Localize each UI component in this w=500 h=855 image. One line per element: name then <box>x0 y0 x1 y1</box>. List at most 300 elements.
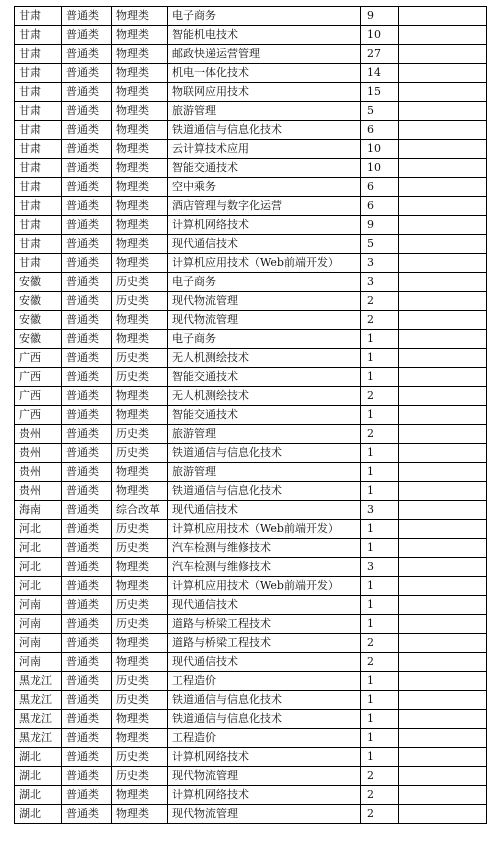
major-cell: 旅游管理 <box>168 102 361 121</box>
count-cell: 9 <box>361 216 399 235</box>
count-cell: 27 <box>361 45 399 64</box>
subject-cell: 物理类 <box>112 558 168 577</box>
subject-cell: 历史类 <box>112 425 168 444</box>
province-cell: 黑龙江 <box>15 729 62 748</box>
count-cell: 1 <box>361 539 399 558</box>
table-row <box>15 672 487 691</box>
blank-cell <box>399 520 487 539</box>
province-cell: 甘肃 <box>15 64 62 83</box>
blank-cell <box>399 368 487 387</box>
province-cell: 甘肃 <box>15 26 62 45</box>
table-row <box>15 444 487 463</box>
major-cell: 现代通信技术 <box>168 501 361 520</box>
blank-cell <box>399 349 487 368</box>
count-cell: 1 <box>361 349 399 368</box>
major-cell: 工程造价 <box>168 672 361 691</box>
province-cell: 湖北 <box>15 748 62 767</box>
subject-cell: 物理类 <box>112 83 168 102</box>
major-cell: 旅游管理 <box>168 425 361 444</box>
table-row <box>15 102 487 121</box>
major-cell: 汽车检测与维修技术 <box>168 539 361 558</box>
subject-cell: 物理类 <box>112 7 168 26</box>
subject-cell: 物理类 <box>112 159 168 178</box>
count-cell: 10 <box>361 159 399 178</box>
province-cell: 安徽 <box>15 311 62 330</box>
category-cell: 普通类 <box>62 45 112 64</box>
subject-cell: 物理类 <box>112 482 168 501</box>
major-cell: 电子商务 <box>168 330 361 349</box>
major-cell: 现代通信技术 <box>168 235 361 254</box>
blank-cell <box>399 786 487 805</box>
count-cell: 3 <box>361 501 399 520</box>
count-cell: 2 <box>361 653 399 672</box>
category-cell: 普通类 <box>62 482 112 501</box>
province-cell: 河南 <box>15 596 62 615</box>
subject-cell: 物理类 <box>112 311 168 330</box>
major-cell: 计算机网络技术 <box>168 748 361 767</box>
category-cell: 普通类 <box>62 235 112 254</box>
subject-cell: 物理类 <box>112 577 168 596</box>
category-cell: 普通类 <box>62 387 112 406</box>
count-cell: 2 <box>361 292 399 311</box>
subject-cell: 物理类 <box>112 254 168 273</box>
subject-cell: 物理类 <box>112 729 168 748</box>
major-cell: 铁道通信与信息化技术 <box>168 444 361 463</box>
table-row <box>15 710 487 729</box>
table-row <box>15 729 487 748</box>
category-cell: 普通类 <box>62 368 112 387</box>
major-cell: 计算机应用技术（Web前端开发） <box>168 254 361 273</box>
province-cell: 河南 <box>15 653 62 672</box>
count-cell: 10 <box>361 26 399 45</box>
major-cell: 物联网应用技术 <box>168 83 361 102</box>
category-cell: 普通类 <box>62 691 112 710</box>
major-cell: 计算机网络技术 <box>168 786 361 805</box>
major-cell: 计算机网络技术 <box>168 216 361 235</box>
table-row <box>15 26 487 45</box>
blank-cell <box>399 121 487 140</box>
blank-cell <box>399 406 487 425</box>
table-row <box>15 64 487 83</box>
count-cell: 2 <box>361 767 399 786</box>
count-cell: 6 <box>361 178 399 197</box>
major-cell: 智能机电技术 <box>168 26 361 45</box>
category-cell: 普通类 <box>62 767 112 786</box>
enrollment-table-sheet <box>14 6 487 824</box>
category-cell: 普通类 <box>62 596 112 615</box>
province-cell: 黑龙江 <box>15 710 62 729</box>
table-row <box>15 463 487 482</box>
table-row <box>15 368 487 387</box>
major-cell: 铁道通信与信息化技术 <box>168 691 361 710</box>
count-cell: 3 <box>361 254 399 273</box>
blank-cell <box>399 805 487 824</box>
province-cell: 甘肃 <box>15 83 62 102</box>
major-cell: 现代通信技术 <box>168 653 361 672</box>
table-row <box>15 178 487 197</box>
table-row <box>15 330 487 349</box>
major-cell: 现代通信技术 <box>168 596 361 615</box>
blank-cell <box>399 102 487 121</box>
subject-cell: 历史类 <box>112 767 168 786</box>
subject-cell: 物理类 <box>112 102 168 121</box>
province-cell: 甘肃 <box>15 121 62 140</box>
subject-cell: 物理类 <box>112 64 168 83</box>
count-cell: 1 <box>361 710 399 729</box>
province-cell: 贵州 <box>15 425 62 444</box>
category-cell: 普通类 <box>62 26 112 45</box>
category-cell: 普通类 <box>62 406 112 425</box>
subject-cell: 物理类 <box>112 805 168 824</box>
blank-cell <box>399 197 487 216</box>
count-cell: 2 <box>361 311 399 330</box>
blank-cell <box>399 311 487 330</box>
category-cell: 普通类 <box>62 311 112 330</box>
category-cell: 普通类 <box>62 501 112 520</box>
count-cell: 5 <box>361 102 399 121</box>
enrollment-plan-table <box>14 6 487 824</box>
table-row <box>15 292 487 311</box>
major-cell: 云计算技术应用 <box>168 140 361 159</box>
category-cell: 普通类 <box>62 273 112 292</box>
major-cell: 道路与桥梁工程技术 <box>168 615 361 634</box>
count-cell: 1 <box>361 444 399 463</box>
subject-cell: 物理类 <box>112 634 168 653</box>
count-cell: 1 <box>361 330 399 349</box>
category-cell: 普通类 <box>62 615 112 634</box>
major-cell: 无人机测绘技术 <box>168 349 361 368</box>
blank-cell <box>399 634 487 653</box>
major-cell: 铁道通信与信息化技术 <box>168 121 361 140</box>
major-cell: 智能交通技术 <box>168 159 361 178</box>
blank-cell <box>399 482 487 501</box>
table-body <box>15 7 487 824</box>
blank-cell <box>399 216 487 235</box>
category-cell: 普通类 <box>62 140 112 159</box>
subject-cell: 历史类 <box>112 349 168 368</box>
blank-cell <box>399 539 487 558</box>
count-cell: 5 <box>361 235 399 254</box>
subject-cell: 历史类 <box>112 273 168 292</box>
category-cell: 普通类 <box>62 349 112 368</box>
category-cell: 普通类 <box>62 83 112 102</box>
count-cell: 1 <box>361 368 399 387</box>
subject-cell: 物理类 <box>112 463 168 482</box>
category-cell: 普通类 <box>62 425 112 444</box>
major-cell: 计算机应用技术（Web前端开发） <box>168 520 361 539</box>
category-cell: 普通类 <box>62 558 112 577</box>
province-cell: 广西 <box>15 349 62 368</box>
province-cell: 湖北 <box>15 805 62 824</box>
blank-cell <box>399 767 487 786</box>
major-cell: 工程造价 <box>168 729 361 748</box>
major-cell: 现代物流管理 <box>168 292 361 311</box>
blank-cell <box>399 748 487 767</box>
major-cell: 邮政快递运营管理 <box>168 45 361 64</box>
table-row <box>15 254 487 273</box>
province-cell: 湖北 <box>15 786 62 805</box>
province-cell: 广西 <box>15 406 62 425</box>
count-cell: 1 <box>361 482 399 501</box>
province-cell: 河南 <box>15 634 62 653</box>
table-row <box>15 482 487 501</box>
subject-cell: 物理类 <box>112 406 168 425</box>
subject-cell: 历史类 <box>112 520 168 539</box>
blank-cell <box>399 710 487 729</box>
province-cell: 甘肃 <box>15 216 62 235</box>
count-cell: 10 <box>361 140 399 159</box>
province-cell: 河北 <box>15 577 62 596</box>
table-row <box>15 387 487 406</box>
table-row <box>15 615 487 634</box>
major-cell: 道路与桥梁工程技术 <box>168 634 361 653</box>
category-cell: 普通类 <box>62 64 112 83</box>
category-cell: 普通类 <box>62 330 112 349</box>
category-cell: 普通类 <box>62 197 112 216</box>
province-cell: 安徽 <box>15 292 62 311</box>
subject-cell: 物理类 <box>112 330 168 349</box>
province-cell: 甘肃 <box>15 45 62 64</box>
blank-cell <box>399 45 487 64</box>
category-cell: 普通类 <box>62 577 112 596</box>
subject-cell: 历史类 <box>112 691 168 710</box>
table-row <box>15 140 487 159</box>
province-cell: 甘肃 <box>15 7 62 26</box>
blank-cell <box>399 463 487 482</box>
count-cell: 1 <box>361 729 399 748</box>
count-cell: 2 <box>361 425 399 444</box>
subject-cell: 物理类 <box>112 197 168 216</box>
major-cell: 旅游管理 <box>168 463 361 482</box>
province-cell: 河北 <box>15 539 62 558</box>
blank-cell <box>399 691 487 710</box>
blank-cell <box>399 235 487 254</box>
category-cell: 普通类 <box>62 7 112 26</box>
major-cell: 汽车检测与维修技术 <box>168 558 361 577</box>
blank-cell <box>399 330 487 349</box>
table-row <box>15 7 487 26</box>
province-cell: 黑龙江 <box>15 691 62 710</box>
province-cell: 广西 <box>15 387 62 406</box>
province-cell: 甘肃 <box>15 140 62 159</box>
count-cell: 2 <box>361 387 399 406</box>
table-row <box>15 805 487 824</box>
category-cell: 普通类 <box>62 710 112 729</box>
table-row <box>15 786 487 805</box>
subject-cell: 物理类 <box>112 45 168 64</box>
table-row <box>15 539 487 558</box>
blank-cell <box>399 558 487 577</box>
category-cell: 普通类 <box>62 254 112 273</box>
blank-cell <box>399 444 487 463</box>
category-cell: 普通类 <box>62 159 112 178</box>
table-row <box>15 311 487 330</box>
blank-cell <box>399 387 487 406</box>
subject-cell: 物理类 <box>112 710 168 729</box>
province-cell: 贵州 <box>15 482 62 501</box>
blank-cell <box>399 292 487 311</box>
count-cell: 15 <box>361 83 399 102</box>
subject-cell: 历史类 <box>112 292 168 311</box>
major-cell: 酒店管理与数字化运营 <box>168 197 361 216</box>
count-cell: 3 <box>361 273 399 292</box>
province-cell: 河南 <box>15 615 62 634</box>
category-cell: 普通类 <box>62 102 112 121</box>
count-cell: 9 <box>361 7 399 26</box>
major-cell: 电子商务 <box>168 7 361 26</box>
category-cell: 普通类 <box>62 653 112 672</box>
blank-cell <box>399 577 487 596</box>
table-row <box>15 691 487 710</box>
category-cell: 普通类 <box>62 539 112 558</box>
blank-cell <box>399 159 487 178</box>
category-cell: 普通类 <box>62 634 112 653</box>
subject-cell: 物理类 <box>112 235 168 254</box>
table-row <box>15 273 487 292</box>
category-cell: 普通类 <box>62 292 112 311</box>
count-cell: 1 <box>361 615 399 634</box>
major-cell: 智能交通技术 <box>168 368 361 387</box>
table-row <box>15 558 487 577</box>
subject-cell: 综合改革 <box>112 501 168 520</box>
major-cell: 现代物流管理 <box>168 311 361 330</box>
province-cell: 黑龙江 <box>15 672 62 691</box>
major-cell: 铁道通信与信息化技术 <box>168 710 361 729</box>
blank-cell <box>399 273 487 292</box>
subject-cell: 历史类 <box>112 748 168 767</box>
count-cell: 6 <box>361 121 399 140</box>
table-row <box>15 349 487 368</box>
subject-cell: 物理类 <box>112 178 168 197</box>
table-row <box>15 577 487 596</box>
blank-cell <box>399 83 487 102</box>
table-row <box>15 406 487 425</box>
category-cell: 普通类 <box>62 520 112 539</box>
province-cell: 安徽 <box>15 273 62 292</box>
major-cell: 智能交通技术 <box>168 406 361 425</box>
subject-cell: 物理类 <box>112 140 168 159</box>
subject-cell: 历史类 <box>112 615 168 634</box>
category-cell: 普通类 <box>62 463 112 482</box>
table-row <box>15 121 487 140</box>
count-cell: 1 <box>361 520 399 539</box>
blank-cell <box>399 425 487 444</box>
province-cell: 甘肃 <box>15 102 62 121</box>
count-cell: 1 <box>361 596 399 615</box>
province-cell: 甘肃 <box>15 235 62 254</box>
count-cell: 1 <box>361 691 399 710</box>
count-cell: 3 <box>361 558 399 577</box>
subject-cell: 历史类 <box>112 444 168 463</box>
blank-cell <box>399 672 487 691</box>
table-row <box>15 45 487 64</box>
blank-cell <box>399 26 487 45</box>
blank-cell <box>399 64 487 83</box>
subject-cell: 物理类 <box>112 216 168 235</box>
province-cell: 河北 <box>15 558 62 577</box>
count-cell: 1 <box>361 672 399 691</box>
count-cell: 1 <box>361 406 399 425</box>
province-cell: 甘肃 <box>15 178 62 197</box>
table-row <box>15 520 487 539</box>
category-cell: 普通类 <box>62 672 112 691</box>
blank-cell <box>399 501 487 520</box>
count-cell: 1 <box>361 463 399 482</box>
subject-cell: 历史类 <box>112 368 168 387</box>
table-row <box>15 634 487 653</box>
table-row <box>15 653 487 672</box>
blank-cell <box>399 596 487 615</box>
major-cell: 无人机测绘技术 <box>168 387 361 406</box>
subject-cell: 历史类 <box>112 539 168 558</box>
table-row <box>15 83 487 102</box>
major-cell: 空中乘务 <box>168 178 361 197</box>
major-cell: 电子商务 <box>168 273 361 292</box>
blank-cell <box>399 653 487 672</box>
count-cell: 2 <box>361 786 399 805</box>
table-row <box>15 748 487 767</box>
major-cell: 铁道通信与信息化技术 <box>168 482 361 501</box>
count-cell: 14 <box>361 64 399 83</box>
table-row <box>15 425 487 444</box>
subject-cell: 历史类 <box>112 672 168 691</box>
category-cell: 普通类 <box>62 216 112 235</box>
province-cell: 湖北 <box>15 767 62 786</box>
category-cell: 普通类 <box>62 121 112 140</box>
province-cell: 广西 <box>15 368 62 387</box>
province-cell: 贵州 <box>15 463 62 482</box>
table-row <box>15 216 487 235</box>
table-row <box>15 501 487 520</box>
subject-cell: 物理类 <box>112 653 168 672</box>
province-cell: 安徽 <box>15 330 62 349</box>
table-row <box>15 596 487 615</box>
blank-cell <box>399 254 487 273</box>
count-cell: 1 <box>361 748 399 767</box>
blank-cell <box>399 7 487 26</box>
table-row <box>15 197 487 216</box>
count-cell: 6 <box>361 197 399 216</box>
category-cell: 普通类 <box>62 729 112 748</box>
subject-cell: 物理类 <box>112 121 168 140</box>
category-cell: 普通类 <box>62 786 112 805</box>
major-cell: 计算机应用技术（Web前端开发） <box>168 577 361 596</box>
table-row <box>15 235 487 254</box>
major-cell: 机电一体化技术 <box>168 64 361 83</box>
blank-cell <box>399 178 487 197</box>
count-cell: 2 <box>361 634 399 653</box>
table-row <box>15 767 487 786</box>
blank-cell <box>399 615 487 634</box>
subject-cell: 物理类 <box>112 26 168 45</box>
province-cell: 贵州 <box>15 444 62 463</box>
province-cell: 甘肃 <box>15 254 62 273</box>
subject-cell: 历史类 <box>112 596 168 615</box>
subject-cell: 物理类 <box>112 786 168 805</box>
major-cell: 现代物流管理 <box>168 767 361 786</box>
count-cell: 1 <box>361 577 399 596</box>
subject-cell: 物理类 <box>112 387 168 406</box>
province-cell: 甘肃 <box>15 197 62 216</box>
category-cell: 普通类 <box>62 748 112 767</box>
blank-cell <box>399 729 487 748</box>
category-cell: 普通类 <box>62 805 112 824</box>
province-cell: 河北 <box>15 520 62 539</box>
table-row <box>15 159 487 178</box>
blank-cell <box>399 140 487 159</box>
major-cell: 现代物流管理 <box>168 805 361 824</box>
province-cell: 海南 <box>15 501 62 520</box>
